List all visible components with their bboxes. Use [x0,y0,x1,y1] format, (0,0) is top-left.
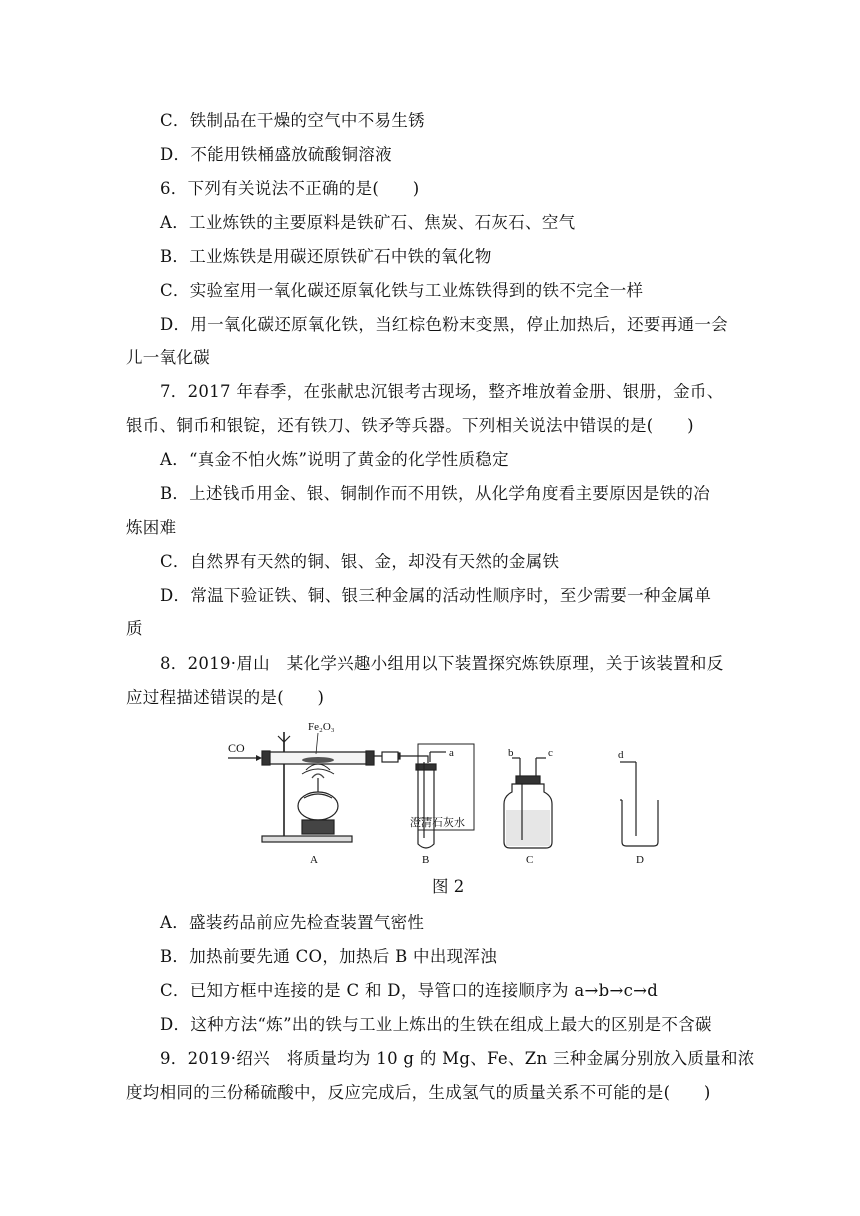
q7-stem-continued: 银币、铜币和银锭，还有铁刀、铁矛等兵器。下列相关说法中错误的是( ) [126,416,694,435]
q8-option-b: B．加热前要先通 CO，加热后 B 中出现浑浊 [160,947,498,966]
apparatus-figure [222,718,692,870]
q6-option-d: D．用一氧化碳还原氧化铁，当红棕色粉末变黑，停止加热后，还要再通一会 [160,315,728,334]
limewater-label: 澄清石灰水 [410,817,465,829]
fe2o3-powder [302,757,334,763]
fe2o3-label: Fe₂O₃ [308,721,335,733]
q7-option-b-continued: 炼困难 [126,518,177,537]
q6-option-d-continued: 儿一氧化碳 [126,348,210,367]
apparatus-a-label: A [310,854,318,866]
q8-stem-continued: 应过程描述错误的是( ) [126,688,325,707]
lamp-block [302,820,334,834]
q8-stem: 8．2019·眉山 某化学兴趣小组用以下装置探究炼铁原理，关于该装置和反 [160,654,724,673]
q7-option-b: B．上述钱币用金、银、铜制作而不用铁，从化学角度看主要原因是铁的冶 [160,484,711,503]
q7-stem: 7．2017 年春季，在张献忠沉银考古现场，整齐堆放着金册、银册，金币、 [160,382,724,401]
apparatus-b-label: B [422,854,430,866]
q6-option-c: C．实验室用一氧化碳还原氧化铁与工业炼铁得到的铁不完全一样 [160,281,644,300]
q6-option-a: A．工业炼铁的主要原料是铁矿石、焦炭、石灰石、空气 [160,213,576,232]
q7-option-d: D．常温下验证铁、铜、银三种金属的活动性顺序时，至少需要一种金属单 [160,586,712,605]
alcohol-lamp [298,792,338,820]
co-label: CO [228,741,245,755]
q7-option-d-continued: 质 [126,619,143,638]
port-c-label: c [548,747,553,759]
q6-option-b: B．工业炼铁是用碳还原铁矿石中铁的氧化物 [160,247,492,266]
q5-option-d: D．不能用铁桶盛放硫酸铜溶液 [160,145,392,164]
q7-option-c: C．自然界有天然的铜、银、金，却没有天然的金属铁 [160,552,560,571]
apparatus-d-label: D [636,854,644,866]
q8-option-c: C．已知方框中连接的是 C 和 D，导管口的连接顺序为 a→b→c→d [160,981,659,1000]
q5-option-c: C．铁制品在干燥的空气中不易生锈 [160,111,425,130]
q9-stem-continued: 度均相同的三份稀硫酸中，反应完成后，生成氢气的质量关系不可能的是( ) [126,1083,711,1102]
stand-base [262,836,352,842]
q7-option-a: A．“真金不怕火炼”说明了黄金的化学性质稳定 [160,450,509,469]
port-b-label: b [508,747,514,759]
port-a-label: a [449,747,454,759]
q8-option-a: A．盛装药品前应先检查装置气密性 [160,913,425,932]
test-tube-b [418,770,434,848]
beaker-d [622,800,658,846]
q9-stem: 9．2019·绍兴 将质量均为 10 g 的 Mg、Fe、Zn 三种金属分别放入质量和浓 [160,1049,755,1068]
q8-option-d: D．这种方法“炼”出的铁与工业上炼出的生铁在组成上最大的区别是不含碳 [160,1015,712,1034]
port-d-label: d [618,749,624,761]
figure-caption: 图 2 [432,877,465,896]
q6-stem: 6．下列有关说法不正确的是( ) [160,179,420,198]
apparatus-c-label: C [526,854,534,866]
